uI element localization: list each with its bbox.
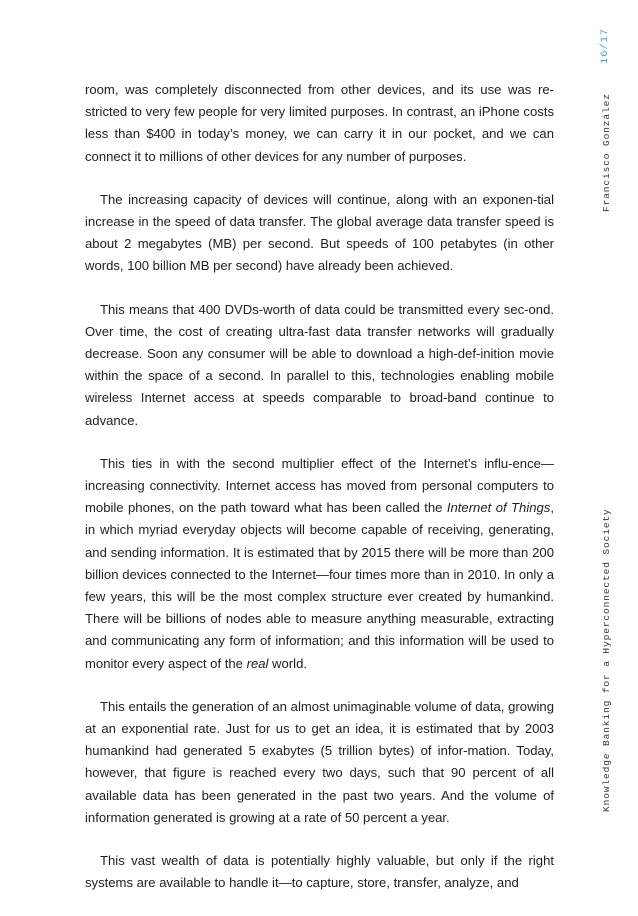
paragraph-text: The increasing capacity of devices will continue, along with an exponen-tial increase in the speed of data transfer. The global average data transfer speed is about 2 megabytes (MB) per second. But speeds of 100 petabytes (in other words, 100 billion MB per second) have already been achieved.	[85, 191, 554, 274]
body-text	[85, 79, 554, 916]
running-header-book-title: Knowledge Banking for a Hyperconnected Society	[601, 508, 612, 812]
paragraph-text: world.	[268, 655, 307, 671]
paragraph	[85, 79, 554, 168]
paragraph-text: room, was completely disconnected from other devices, and its use was re-stricted to very few people for very limited purposes. In contrast, an iPhone costs less than $400 in today’s money, we can carry it in our pocket, and we can connect it to millions of other devices for any number of purposes.	[85, 82, 554, 164]
paragraph	[85, 850, 554, 894]
paragraph-text: This means that 400 DVDs-worth of data could be transmitted every sec-ond. Over time, the cost of creating ultra-fast data transfer networks will gradually decrease. Soon any consumer will be able to download a high-def-inition movie within the space of a second. In parallel to this, technologies enabling mobile wireless Internet access at speeds comparable to broad-band continue to advance.	[85, 301, 554, 428]
paragraph-text: , in which myriad everyday objects will become capable of receiving, generating, and sending information. It is estimated that by 2015 there will be more than 200 billion devices connected to the Internet—four times more than in 2010. In only a few years, this will be the most complex structure ever created by humankind. There will be billions of nodes able to measure anything measurable, extracting and communicating any form of information; and this information will be used to monitor every aspect of the	[85, 500, 554, 671]
paragraph-text: This entails the generation of an almost unimaginable volume of data, growing at an exponential rate. Just for us to get an idea, it is estimated that by 2003 humankind had generated 5 exabytes (5 trillion bytes) of infor-mation. Today, however, that figure is reached every two days, such that 90 percent of all available data has been generated in the past two years. And the volume of information generated is growing at a rate of 50 percent a year.	[85, 698, 554, 825]
page-number: 16/17	[599, 27, 611, 64]
italic-term-real: real	[246, 655, 269, 671]
paragraph	[85, 696, 554, 829]
paragraph-text: This ties in with the second multiplier effect of the Internet’s influ-ence—increasing connectivity. Internet access has moved from personal computers to mobile phones, on the path toward what has been called the	[85, 455, 554, 516]
paragraph	[85, 189, 554, 278]
running-header-author: Francisco González	[601, 93, 612, 212]
paragraph	[85, 453, 554, 675]
paragraph-text: This vast wealth of data is potentially highly valuable, but only if the right systems are available to handle it—to capture, store, transfer, analyze, and	[85, 853, 554, 891]
italic-term-internet-of-things: Internet of Things	[446, 500, 551, 516]
paragraph	[85, 299, 554, 432]
